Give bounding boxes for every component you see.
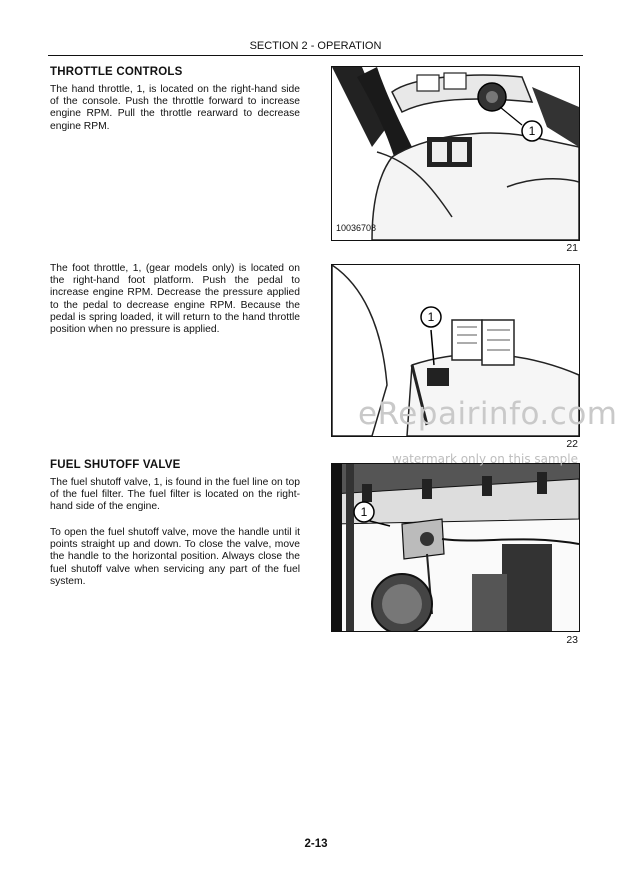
page-number: 2-13 [304,838,328,850]
throttle-heading: THROTTLE CONTROLS [50,66,183,78]
fuel-text-2: To open the fuel shutoff valve, move the handle until it points straight up and down. To close the valve, move the handle to the horizontal position. Always close the fuel shutoff valve when servicing any part of the fuel system. [50,527,300,587]
figure-21-number: 21 [566,242,578,254]
figure-21-callout: 1 [528,124,536,138]
watermark-text: eRepairinfo.com [358,396,618,432]
figure-23-callout: 1 [360,505,368,519]
fuel-heading: FUEL SHUTOFF VALVE [50,459,181,471]
watermark-subtext: watermark only on this sample [392,452,579,466]
foot-throttle-text: The foot throttle, 1, (gear models only) is located on the right-hand foot platform. Push the pedal to increase engine RPM. Decrease the pressure applied to the pedal to decrease engine RPM. Because the pedal is spring loaded, it will return to the hand throttle position when no pressure is applied. [50,263,300,336]
figure-21-code: 10036708 [336,223,377,233]
figure-hand-throttle [331,66,580,241]
figure-22-callout: 1 [427,310,435,324]
fuel-text-1: The fuel shutoff valve, 1, is found in the fuel line on top of the fuel filter. The fuel filter is located on the right-hand side of the engine. [50,477,300,513]
figure-23-number: 23 [566,634,578,646]
header-rule [48,55,583,56]
figure-22-number: 22 [566,438,578,450]
figure-fuel-valve [331,463,580,632]
hand-throttle-text: The hand throttle, 1, is located on the right-hand side of the console. Push the throttle forward to increase engine RPM. Pull the throttle rearward to decrease engine RPM. [50,84,300,132]
section-header: SECTION 2 - OPERATION [249,40,382,52]
